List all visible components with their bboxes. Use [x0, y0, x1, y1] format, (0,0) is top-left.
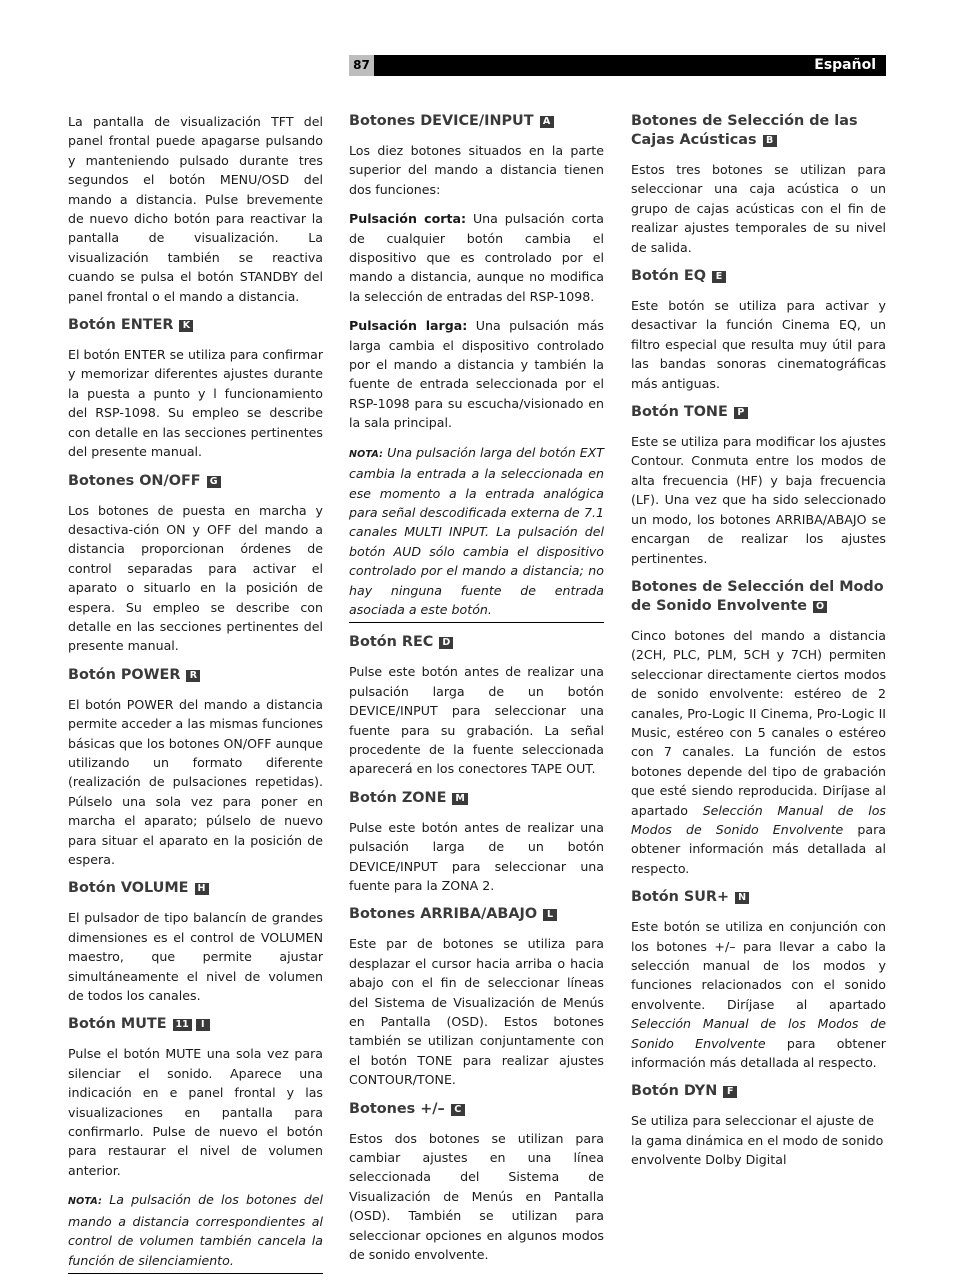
page-header — [349, 55, 886, 76]
badge-f: F — [723, 1086, 737, 1098]
badge-o: O — [813, 601, 827, 613]
badge-n: N — [735, 892, 749, 904]
dyn-paragraph: Se utiliza para seleccionar el ajuste de la gama dinámica en el modo de sonido envolvente Dolby Digital — [631, 1113, 884, 1168]
mute-heading: Botón MUTE 11 I — [68, 1015, 323, 1034]
intro-paragraph: La pantalla de visualización TFT del panel frontal puede apagarse pulsando y manteniendo pulsado durante tres segundos el botón MENU/OSD del mando a distancia. Pulse brevemente de nuevo dicho botón para reactivar la pantalla de visualización. La visualización también se reactiva cuando se pulsa el botón STANDBY del panel frontal o el mando a distancia. — [68, 114, 323, 304]
plusminus-heading: Botones +/– C — [349, 1100, 604, 1119]
badge-11: 11 — [173, 1019, 192, 1031]
badge-m: M — [452, 793, 467, 805]
power-paragraph: El botón POWER del mando a distancia permite acceder a las mismas funciones básicas que los botones ON/OFF aunque utilizando un formato diferente (realización de pulsaciones repetidas). Púlselo una sola vez para poner en marcha el aparato; púlselo de nuevo para situar el aparato en la posición de espera. — [68, 696, 323, 867]
dyn-heading: Botón DYN F — [631, 1082, 886, 1101]
eq-paragraph: Este botón se utiliza para activar y desactivar la función Cinema EQ, un filtro especial que resulta muy útil para las bandas sonoras cinematográficas más antiguas. — [631, 298, 886, 391]
column-2 — [349, 112, 604, 1275]
badge-r: R — [186, 670, 200, 682]
sur-plus-paragraph: Este botón se utiliza en conjunción con los botones +/– para llevar a cabo la selección manual de los modos y funciones relacionados con el sonido envolvente. Diríjase al apartado Selección Manual de los Modos de Sonido Envolvente para obtener información más detallada al respecto. — [631, 919, 886, 1071]
sur-plus-heading: Botón SUR+ N — [631, 888, 886, 907]
power-heading: Botón POWER R — [68, 666, 323, 685]
badge-k: K — [179, 320, 193, 332]
rec-heading: Botón REC D — [349, 633, 604, 652]
device-paragraph: Los diez botones situados en la parte superior del mando a distancia tienen dos funciones: — [349, 143, 604, 197]
volume-paragraph: El pulsador de tipo balancín de grandes dimensiones es el control de VOLUMEN maestro, que permite ajustar simultáneamente el nivel de volumen de todos los canales. — [68, 910, 323, 1004]
speaker-heading: Botones de Selección de las Cajas Acústicas B — [631, 113, 858, 148]
badge-i: I — [196, 1019, 210, 1031]
badge-b: B — [763, 135, 777, 147]
onoff-paragraph: Los botones de puesta en marcha y desactiva-ción ON y OFF del mando a distancia proporcionan órdenes de control separadas para activar el aparato o situarlo en la posición de espera. Su empleo se describe con detalle en las secciones pertinentes del presente manual. — [68, 502, 323, 654]
enter-heading: Botón ENTER K — [68, 316, 323, 335]
badge-l: L — [543, 909, 557, 921]
zone-heading: Botón ZONE M — [349, 789, 604, 808]
note-device: NOTA: Una pulsación larga del botón EXT cambia la entrada a la seleccionada en ese momento a la entrada analógica para señal descodificada externa de 7.1 canales MULTI INPUT. La pulsación del botón AUD sólo cambia el dispositivo controlado por el mando a distancia; no hay ninguna fuente de entrada asociada a este botón. — [349, 443, 604, 624]
surround-heading: Botones de Selección del Modo de Sonido Envolvente O — [631, 578, 884, 614]
page-number: 87 — [349, 55, 374, 76]
tone-heading: Botón TONE P — [631, 403, 886, 422]
note-mute: NOTA: La pulsación de los botones del mando a distancia correspondientes al control de volumen también cancela la función de silenciamiento. — [68, 1190, 323, 1274]
language-label: Español — [814, 57, 876, 73]
updown-heading: Botones ARRIBA/ABAJO L — [349, 905, 604, 924]
badge-h: H — [195, 883, 209, 895]
rec-paragraph: Pulse este botón antes de realizar una pulsación larga de un botón DEVICE/INPUT para seleccionar una fuente para su grabación. La señal procedente de la fuente seleccionada aparecerá en los conectores TAPE OUT. — [349, 664, 604, 777]
speaker-paragraph: Estos tres botones se utilizan para seleccionar una caja acústica o un grupo de cajas acústicas con el fin de realizar ajustes temporales de su nivel de salida. — [631, 162, 886, 255]
short-press-paragraph: Pulsación corta: Una pulsación corta de cualquier botón cambia el dispositivo que es controlado por el mando a distancia, aunque no modifica la selección de entradas del RSP-1098. — [349, 211, 604, 304]
long-press-paragraph: Pulsación larga: Una pulsación más larga cambia el dispositivo controlado por el mando a distancia y también la fuente de entrada seleccionada por el RSP-1098 para su escucha/visionado en la sala principal. — [349, 318, 604, 431]
eq-heading: Botón EQ E — [631, 267, 886, 286]
column-1 — [68, 112, 323, 1284]
onoff-heading: Botones ON/OFF G — [68, 472, 323, 491]
badge-p: P — [734, 407, 748, 419]
device-heading: Botones DEVICE/INPUT A — [349, 112, 604, 131]
zone-paragraph: Pulse este botón antes de realizar una pulsación larga de un botón DEVICE/INPUT para seleccionar una fuente para la ZONA 2. — [349, 819, 604, 893]
badge-e: E — [712, 271, 726, 283]
enter-paragraph: El botón ENTER se utiliza para confirmar y memorizar diferentes ajustes durante la puesta a punto y l funcionamiento del RSP-1098. Su empleo se describe con detalle en las secciones pertinentes del presente manual. — [68, 347, 323, 460]
badge-g: G — [207, 476, 221, 488]
mute-paragraph: Pulse el botón MUTE una sola vez para silenciar el sonido. Aparece una indicación en e panel frontal y las visualizaciones en pantalla para confirmarlo. Pulse de nuevo el botón para restaurar el nivel de volumen anterior. — [68, 1046, 323, 1178]
badge-c: C — [451, 1104, 465, 1116]
column-3 — [631, 112, 886, 1180]
badge-d: D — [439, 637, 453, 649]
surround-paragraph: Cinco botones del mando a distancia (2CH, PLC, PLM, 5CH y 7CH) permiten seleccionar directamente ciertos modos de sonido envolvente: estéreo de 2 canales, Pro-Logic II Cinema, Pro-Logic II Music, estéreo con 5 canales o estéreo con 7 canales. La función de estos botones depende del tipo de grabación que esté siendo reproducida. Diríjase al apartado Selección Manual de los Modos de Sonido Envolvente para obtener información más detallada al respecto. — [631, 627, 886, 876]
plusminus-paragraph: Estos dos botones se utilizan para cambiar ajustes en una línea seleccionada del Sistema de Visualización de Menús en Pantalla (OSD). También se utilizan para seleccionar opciones en algunos modos de sonido envolvente. — [349, 1130, 604, 1263]
tone-paragraph: Este se utiliza para modificar los ajustes Contour. Conmuta entre los modos de alta frecuencia (HF) y baja frecuencia (LF). Una vez que ha sido seleccionado un modo, los botones ARRIBA/ABAJO se encargan de realizar los ajustes pertinentes. — [631, 434, 886, 566]
volume-heading: Botón VOLUME H — [68, 879, 323, 898]
badge-a: A — [540, 116, 554, 128]
updown-paragraph: Este par de botones se utiliza para desplazar el cursor hacia arriba o hacia abajo con el fin de seleccionar líneas del Sistema de Visualización de Menús en Pantalla (OSD). Estos botones también se utilizan conjuntamente con el botón TONE para realizar ajustes CONTOUR/TONE. — [349, 936, 604, 1088]
